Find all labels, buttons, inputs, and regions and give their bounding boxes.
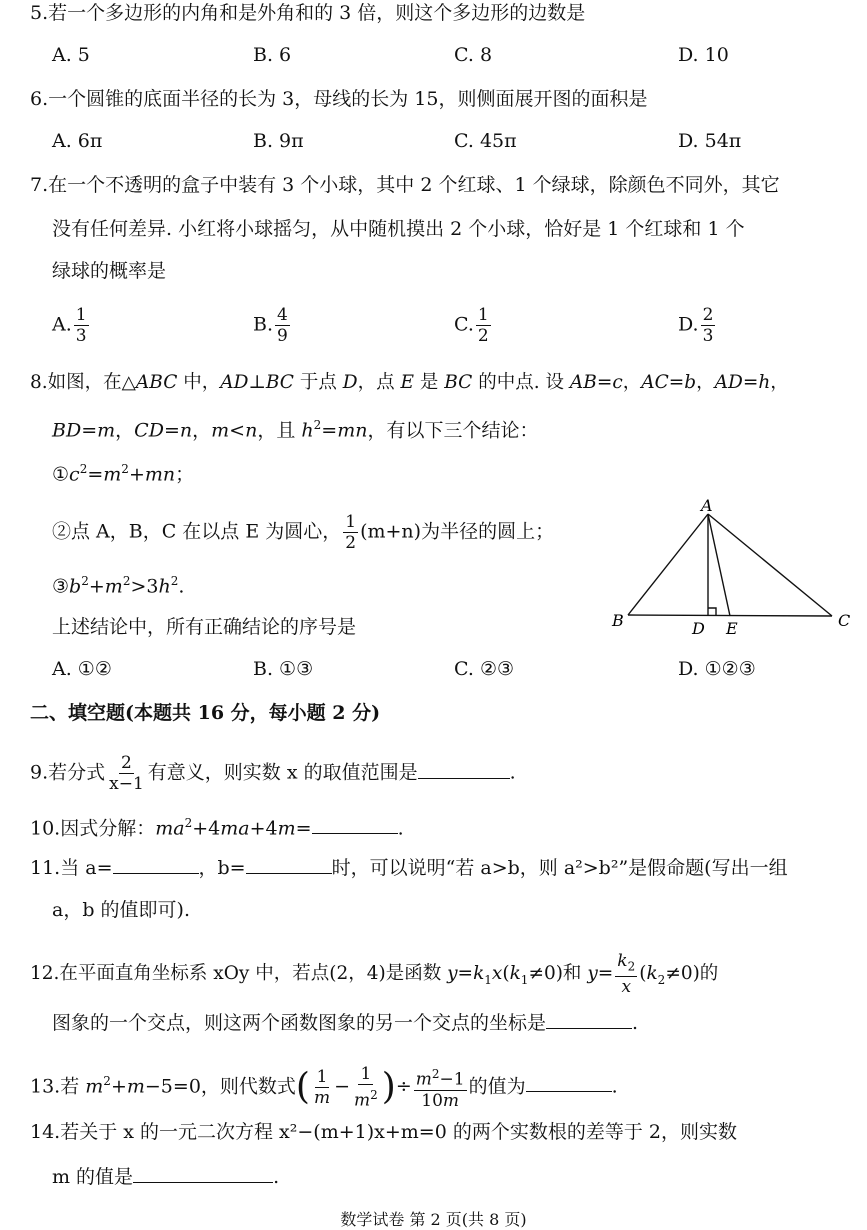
q14-line1: 14.若关于 x 的一元二次方程 x²−(m+1)x+m=0 的两个实数根的差等于 2，则实数: [30, 1121, 737, 1143]
q11-b-blank[interactable]: [246, 853, 332, 874]
q7-option-a: A. $\frac{1}{3}$: [52, 305, 87, 346]
q13: 13.若 $m^2+m-5=0$，则代数式( $\frac{1}{m}$ − $\frac{1}{m^2}$ )÷ $\frac{m^2-1}{10m}$ 的值为 .: [30, 1064, 618, 1111]
q6-option-d: D. 54π: [678, 130, 742, 152]
q8-line1: 8.如图，在△ABC 中，AD⊥BC 于点 D，点 E 是 BC 的中点. 设 AB=c，AC=b，AD=h，: [30, 372, 789, 393]
q8-prompt: 上述结论中，所有正确结论的序号是: [52, 616, 357, 638]
q13-answer-blank[interactable]: [526, 1071, 612, 1092]
triangle-figure: [600, 495, 865, 645]
q14-answer-blank[interactable]: [133, 1162, 273, 1183]
q8-option-b: B. ①③: [253, 658, 314, 680]
q12-answer-blank[interactable]: [546, 1008, 632, 1029]
q14-line2: m 的值是 .: [52, 1162, 279, 1190]
q8-option-a: A. ①②: [52, 658, 112, 680]
q5-option-b: B. 6: [253, 44, 292, 66]
label-a: A: [701, 496, 713, 515]
q10: 10.因式分解：$ma^2+4ma+4m=$ .: [30, 810, 404, 841]
q8-conclusion-3: $③b^2+m^2>3h^2$.: [52, 574, 185, 598]
label-c: C: [838, 611, 851, 630]
q7-option-b: B. $\frac{4}{9}$: [253, 305, 288, 346]
q11-line2: a，b 的值即可).: [52, 899, 190, 921]
q5-option-a: A. 5: [52, 44, 90, 66]
q7-line3: 绿球的概率是: [52, 260, 167, 282]
section2-heading: 二、填空题(本题共 16 分，每小题 2 分): [30, 702, 381, 724]
q8-option-c: C. ②③: [454, 658, 515, 680]
q7-line1: 7.在一个不透明的盒子中装有 3 个小球，其中 2 个红球、1 个绿球，除颜色不同外，其它: [30, 174, 780, 196]
q7-option-d: D. $\frac{2}{3}$: [678, 305, 714, 346]
q11-line1: 11.当 a= ，b= 时，可以说明“若 a>b，则 a²>b²”是假命题(写出一组: [30, 853, 788, 881]
q5-option-c: C. 8: [454, 44, 493, 66]
q10-answer-blank[interactable]: [312, 813, 398, 834]
q8-line2: BD=m，CD=n，m<n，且 $h^2=mn$，有以下三个结论：: [52, 418, 539, 442]
side-ab: [628, 514, 708, 615]
q12-line1: 12.在平面直角坐标系 xOy 中，若点(2，4)是函数 $y=k_1x(k_1\ne 0)$和 y= $\frac{k_2}{x}$ $(k_2\ne 0)$的: [30, 951, 719, 998]
q8-conclusion-2: ②点 A，B，C 在以点 E 为圆心， $\frac{1}{2}$ (m+n)为半径的圆上；: [52, 512, 555, 553]
label-e: E: [726, 619, 738, 638]
label-b: B: [612, 611, 624, 630]
q12-line2: 图象的一个交点，则这两个函数图象的另一个交点的坐标是 .: [52, 1008, 638, 1036]
label-d: D: [692, 619, 705, 638]
q7-line2: 没有任何差异. 小红将小球摇匀，从中随机摸出 2 个小球，恰好是 1 个红球和 1 个: [52, 218, 745, 240]
q6-option-b: B. 9π: [253, 130, 304, 152]
q5-option-d: D. 10: [678, 44, 729, 66]
q11-a-blank[interactable]: [113, 853, 199, 874]
q9-answer-blank[interactable]: [418, 758, 510, 779]
q8-option-d: D. ①②③: [678, 658, 756, 680]
page-footer: 数学试卷 第 2 页(共 8 页): [340, 1210, 527, 1229]
q5-stem: 5.若一个多边形的内角和是外角和的 3 倍，则这个多边形的边数是: [30, 2, 586, 24]
q6-option-a: A. 6π: [52, 130, 103, 152]
q6-stem: 6.一个圆锥的底面半径的长为 3，母线的长为 15，则侧面展开图的面积是: [30, 88, 648, 110]
q6-option-c: C. 45π: [454, 130, 517, 152]
q9: 9.若分式 $\frac{2}{x-1}$ 有意义，则实数 x 的取值范围是 .: [30, 753, 516, 794]
q7-option-c: C. $\frac{1}{2}$: [454, 305, 489, 346]
q8-conclusion-1: $①c^2=m^2+mn$；: [52, 462, 195, 486]
